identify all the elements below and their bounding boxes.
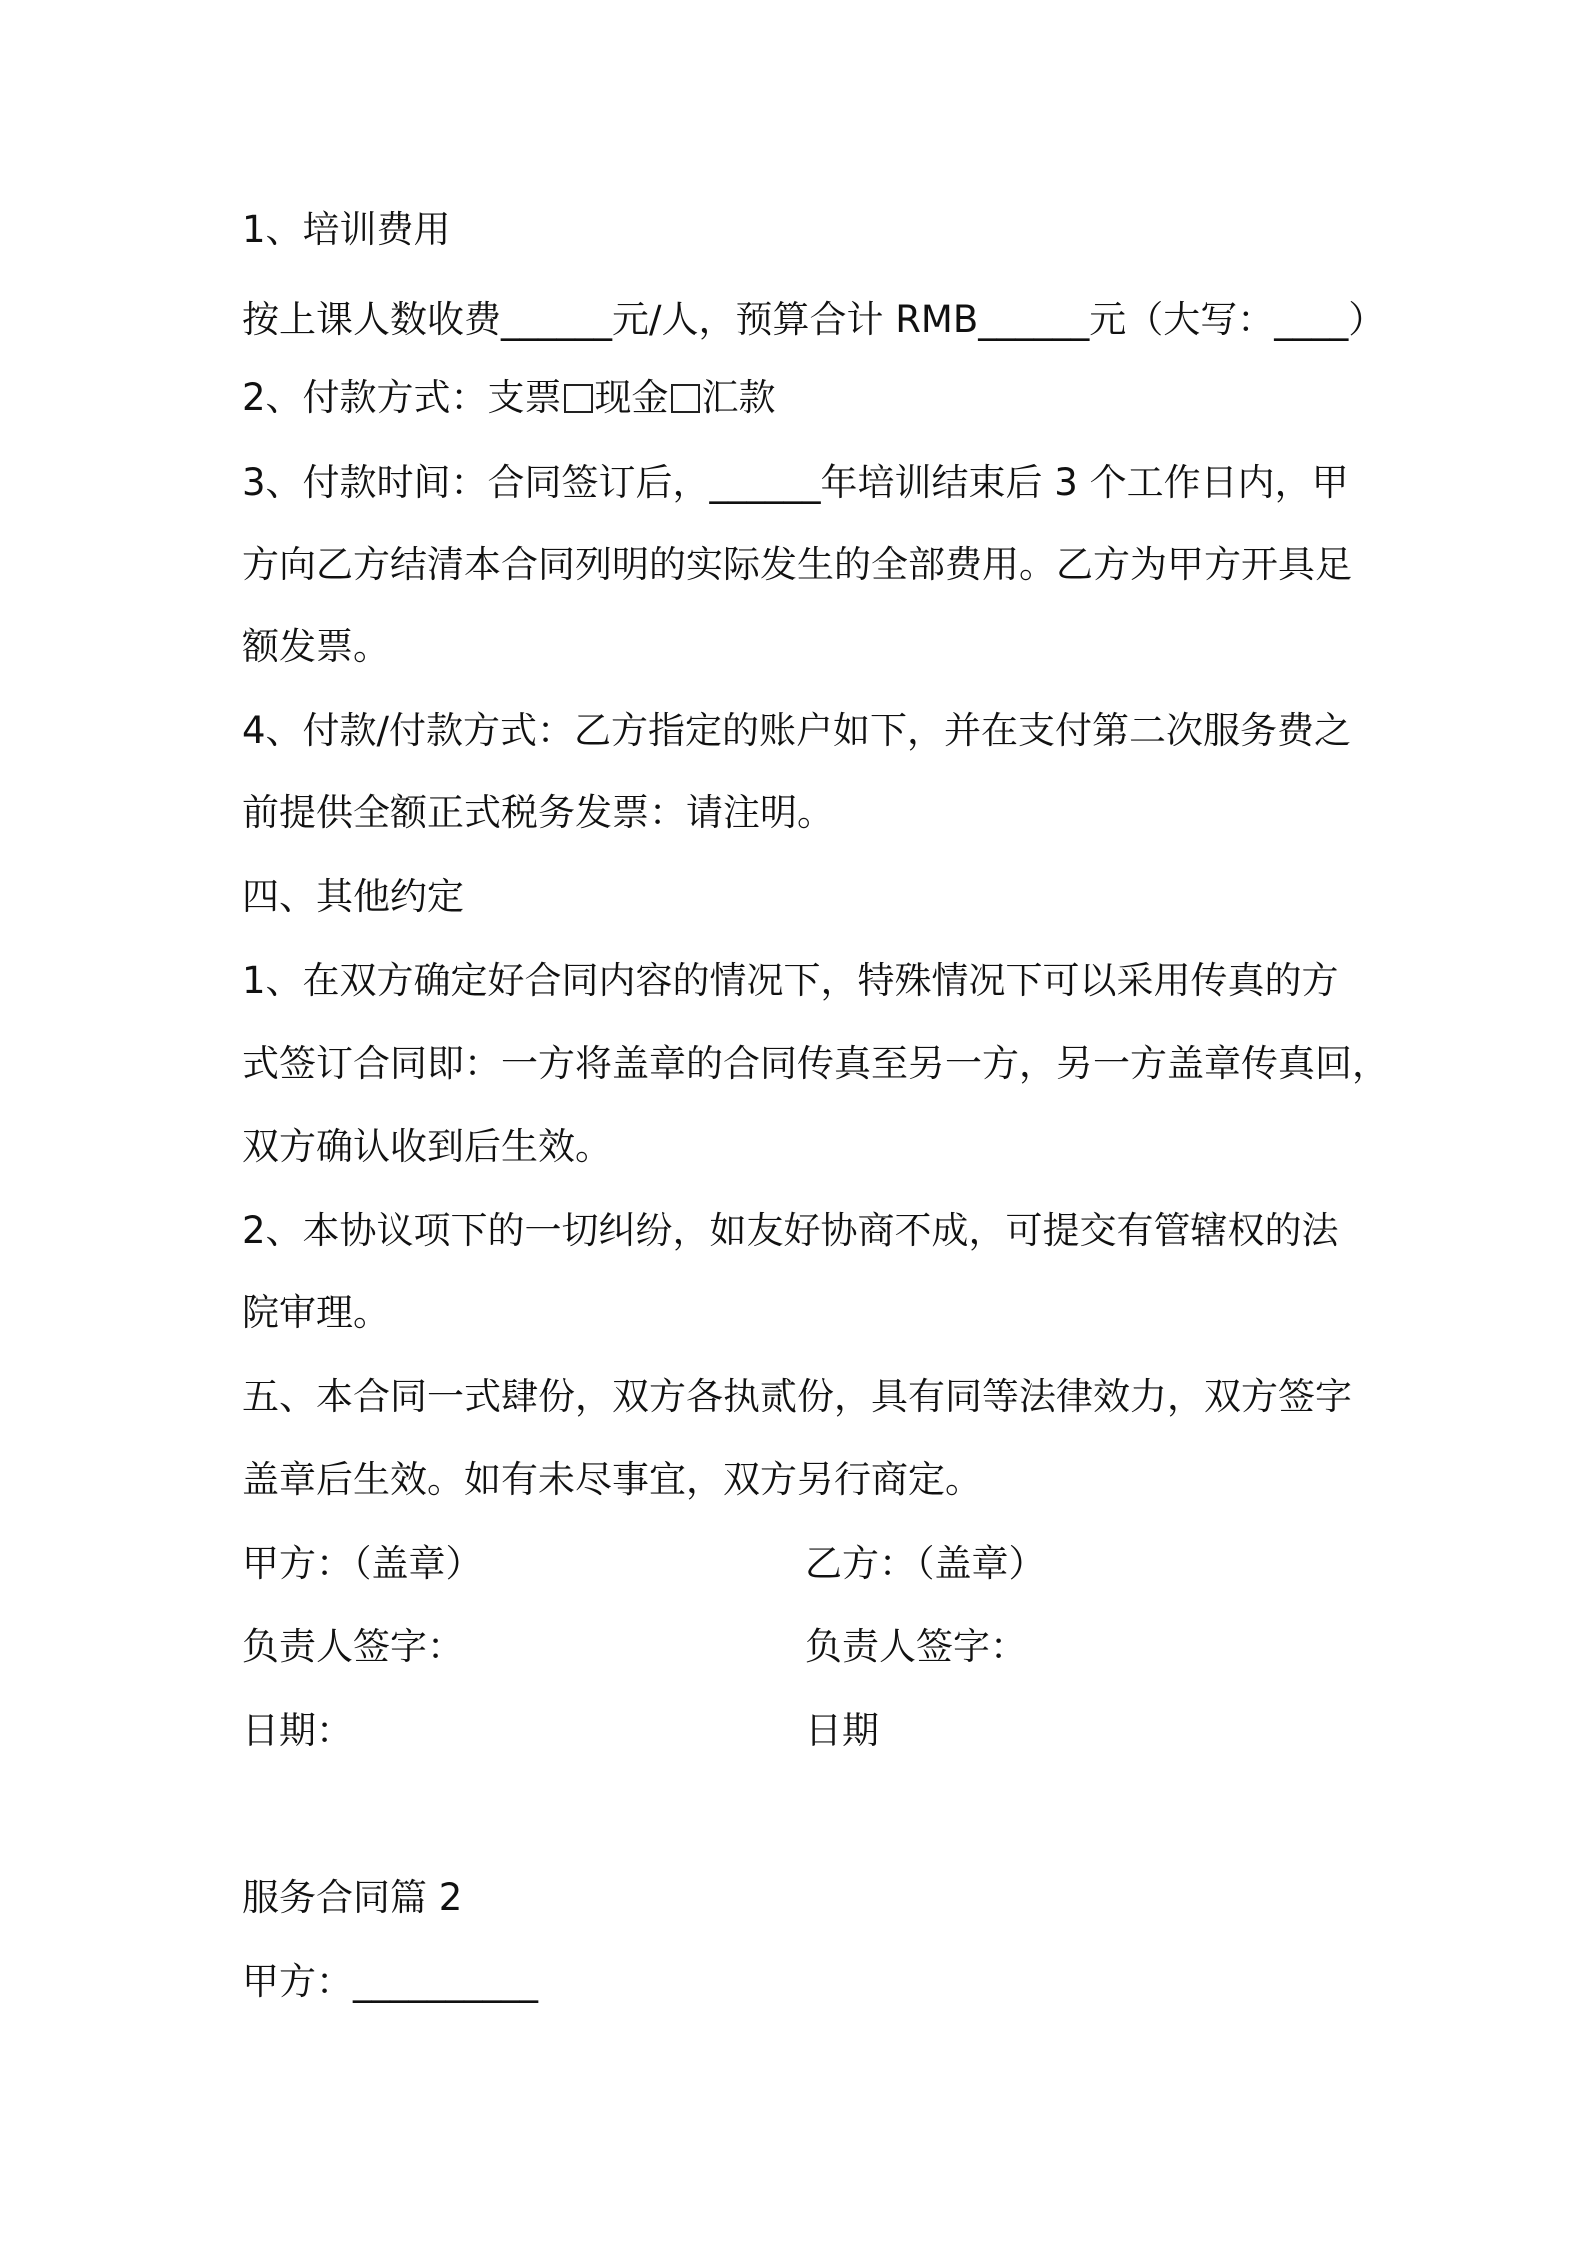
copies-clause-line-2: 盖章后生效。如有未尽事宜，双方另行商定。 — [242, 1458, 982, 1501]
checkbox-cash[interactable] — [564, 384, 593, 413]
party-b-seal: 乙方：（盖章） — [805, 1542, 1046, 1585]
dispute-clause-line-2: 院审理。 — [242, 1291, 390, 1334]
account-line-1: 4、付款/付款方式：乙方指定的账户如下，并在支付第二次服务费之 — [242, 709, 1352, 752]
payment-time-line-2: 方向乙方结清本合同列明的实际发生的全部费用。乙方为甲方开具足 — [242, 543, 1352, 586]
payment-time-line-3: 额发票。 — [242, 625, 390, 668]
party-b-signer: 负责人签字： — [805, 1625, 1027, 1668]
dispute-clause-line-1: 2、本协议项下的一切纠纷，如友好协商不成，可提交有管辖权的法 — [242, 1209, 1339, 1252]
payment-time-line-1: 3、付款时间：合同签订后，______年培训结束后 3 个工作日内，甲 — [242, 461, 1349, 504]
fee-detail: 按上课人数收费______元/人，预算合计 RMB______元（大写：____） — [242, 298, 1386, 341]
checkbox-remittance[interactable] — [671, 384, 700, 413]
party-a-signer: 负责人签字： — [242, 1625, 464, 1668]
fax-clause-line-2: 式签订合同即：一方将盖章的合同传真至另一方，另一方盖章传真回， — [242, 1042, 1389, 1085]
payment-method-line — [242, 373, 776, 423]
party-a-seal: 甲方：（盖章） — [242, 1542, 483, 1585]
payment-method-label: 2、付款方式：支票 — [242, 376, 562, 419]
account-line-2: 前提供全额正式税务发票：请注明。 — [242, 791, 834, 834]
party-b-date: 日期 — [805, 1709, 879, 1752]
payment-option-remittance: 汇款 — [701, 376, 776, 419]
contract-2-party-a: 甲方：__________ — [242, 1960, 538, 2003]
party-a-date: 日期： — [242, 1709, 353, 1752]
section-title-contract-2: 服务合同篇 2 — [242, 1876, 463, 1919]
fax-clause-line-3: 双方确认收到后生效。 — [242, 1125, 612, 1168]
fee-heading: 1、培训费用 — [242, 208, 451, 251]
payment-option-cash: 现金 — [594, 376, 669, 419]
copies-clause-line-1: 五、本合同一式肆份，双方各执贰份，具有同等法律效力，双方签字 — [242, 1375, 1352, 1418]
fax-clause-line-1: 1、在双方确定好合同内容的情况下，特殊情况下可以采用传真的方 — [242, 959, 1339, 1002]
section-other-terms: 四、其他约定 — [242, 875, 464, 918]
